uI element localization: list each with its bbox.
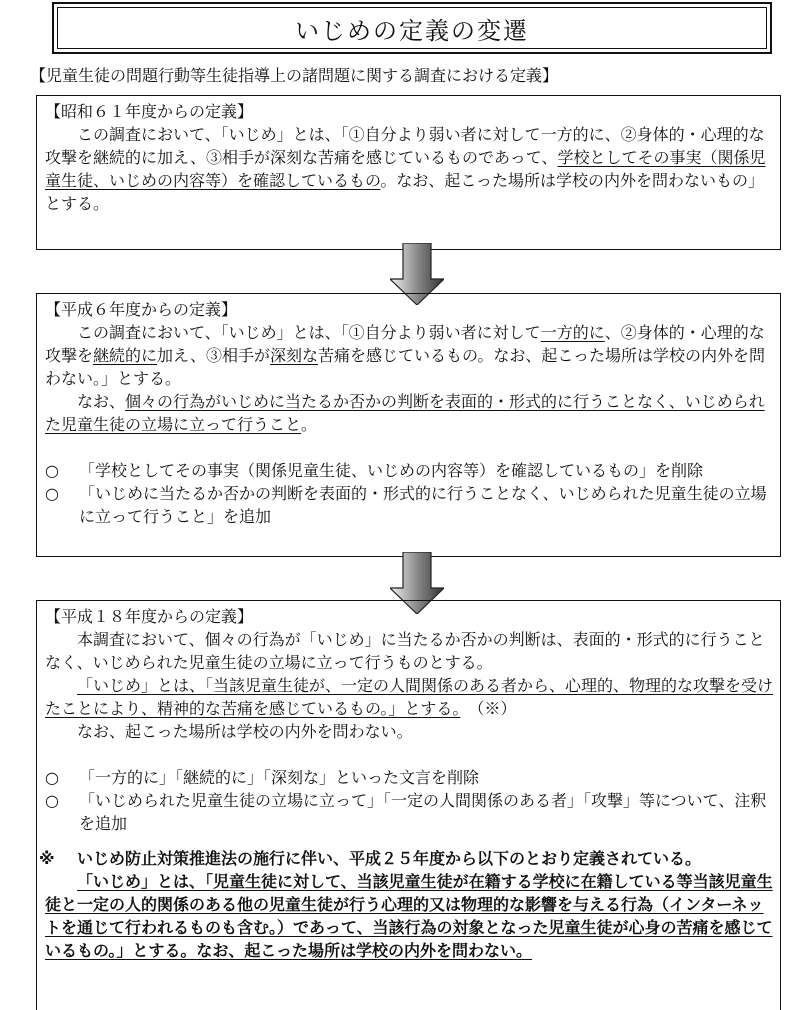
box2-p1-c: 加え、③相手が: [157, 346, 270, 365]
circle-bullet-icon: ○: [45, 791, 59, 810]
asterisk-mark-icon: ※: [39, 849, 55, 868]
box1-paragraph: [45, 123, 774, 215]
subtitle: 【児童生徒の問題行動等生徒指導上の諸問題に関する調査における定義】: [30, 66, 559, 85]
note-tail: なお、起こった場所は学校の内外を問わない。: [196, 941, 533, 960]
note-body: [45, 870, 774, 962]
box1-text-underlined: 学校としてその事実（関係児童生徒、いじめの内容等）を確認しているもの: [45, 148, 766, 190]
box2-bullet: [45, 459, 774, 482]
box3-p2-underline: 「いじめ」とは、「当該児童生徒が、一定の人間関係のある者から、心理的、物理的な攻撃を受けたことにより、精神的な苦痛を感じているもの。」とする。: [45, 676, 774, 718]
box3-paragraph-3: なお、起こった場所は学校の内外を問わない。: [77, 722, 413, 741]
title-frame: [52, 2, 772, 54]
note-heading-text: いじめ防止対策推進法の施行に伴い、平成２５年度から以下のとおり定義されている。: [77, 849, 702, 868]
box3-bullet-text: 「一方的に」「継続的に」「深刻な」といった文言を削除: [79, 768, 480, 787]
box2-paragraph-2: [45, 390, 774, 436]
box1-text-a: この調査において、「いじめ」とは、「①自分より弱い者に対して一方的に、②身体的・心理的な攻撃を継続的に加え、③相手が深刻な苦痛を感じているものであって、: [45, 125, 765, 167]
box1-heading: 【昭和６１年度からの定義】: [45, 102, 254, 121]
definition-box-showa61: [36, 95, 781, 250]
box3-p2-note-ref: （※）: [476, 699, 517, 718]
box2-bullet: [45, 482, 774, 528]
box3-paragraph-1: 本調査において、個々の行為が「いじめ」に当たるか否かの判断は、表面的・形式的に行うことなく、いじめられた児童生徒の立場に立って行うものとする。: [45, 630, 765, 672]
box2-p2-b: 。: [301, 415, 318, 434]
box2-heading: 【平成６年度からの定義】: [45, 300, 238, 319]
note-heading: [39, 847, 774, 870]
circle-bullet-icon: ○: [45, 768, 59, 787]
box3-paragraph-2: [45, 674, 774, 720]
definition-box-heisei18: [36, 600, 781, 1010]
box2-bullet-text: 「いじめに当たるか否かの判断を表面的・形式的に行うことなく、いじめられた児童生徒の立場に立って行うこと」を追加: [79, 484, 767, 526]
box2-p1-d: 苦痛を感じているもの。なお、起こった場所は学校の内外を問わない。」とする。: [45, 346, 766, 388]
note-block: [39, 847, 774, 962]
box3-bullet: [45, 766, 774, 789]
box1-text-b: 。なお、起こった場所は学校の内外を問わないもの」とする。: [45, 171, 765, 213]
box2-p2-a: なお、: [77, 392, 126, 411]
circle-bullet-icon: ○: [45, 461, 59, 480]
box3-heading: 【平成１８年度からの定義】: [45, 607, 254, 626]
box2-p1-underline-1: 一方的に: [540, 323, 605, 342]
box2-p1-underline-2: 継続的に: [93, 346, 158, 365]
box2-p1-a: この調査において、「いじめ」とは、「①自分より弱い者に対して: [77, 323, 541, 342]
box2-p1-b: 、②身体的・心理的な攻撃を: [45, 323, 765, 365]
box3-bullet: [45, 789, 774, 835]
definition-box-heisei6: [36, 293, 781, 557]
box2-paragraph-1: [45, 321, 774, 390]
page-title: いじめの定義の変遷: [57, 7, 767, 49]
note-body-underlined: 「いじめ」とは、「児童生徒に対して、当該児童生徒が在籍する学校に在籍している等当該児童生徒と一定の人的関係のある他の児童生徒が行う心理的又は物理的な影響を与える行為（インターネットを通じて行われるものも含む。）であって、当該行為の対象となった児童生徒が心身の苦痛を感じているもの。」とする。: [45, 872, 773, 960]
box2-p2-underline: 個々の行為がいじめに当たるか否かの判断を表面的・形式的に行うことなく、いじめられた児童生徒の立場に立って行うこと: [45, 392, 765, 434]
box2-bullet-text: 「学校としてその事実（関係児童生徒、いじめの内容等）を確認しているもの」を削除: [79, 461, 704, 480]
box3-bullet-text: 「いじめられた児童生徒の立場に立って」「一定の人間関係のある者」「攻撃」等について、注釈を追加: [79, 791, 767, 833]
circle-bullet-icon: ○: [45, 484, 59, 503]
box2-p1-underline-3: 深刻な: [270, 346, 319, 365]
